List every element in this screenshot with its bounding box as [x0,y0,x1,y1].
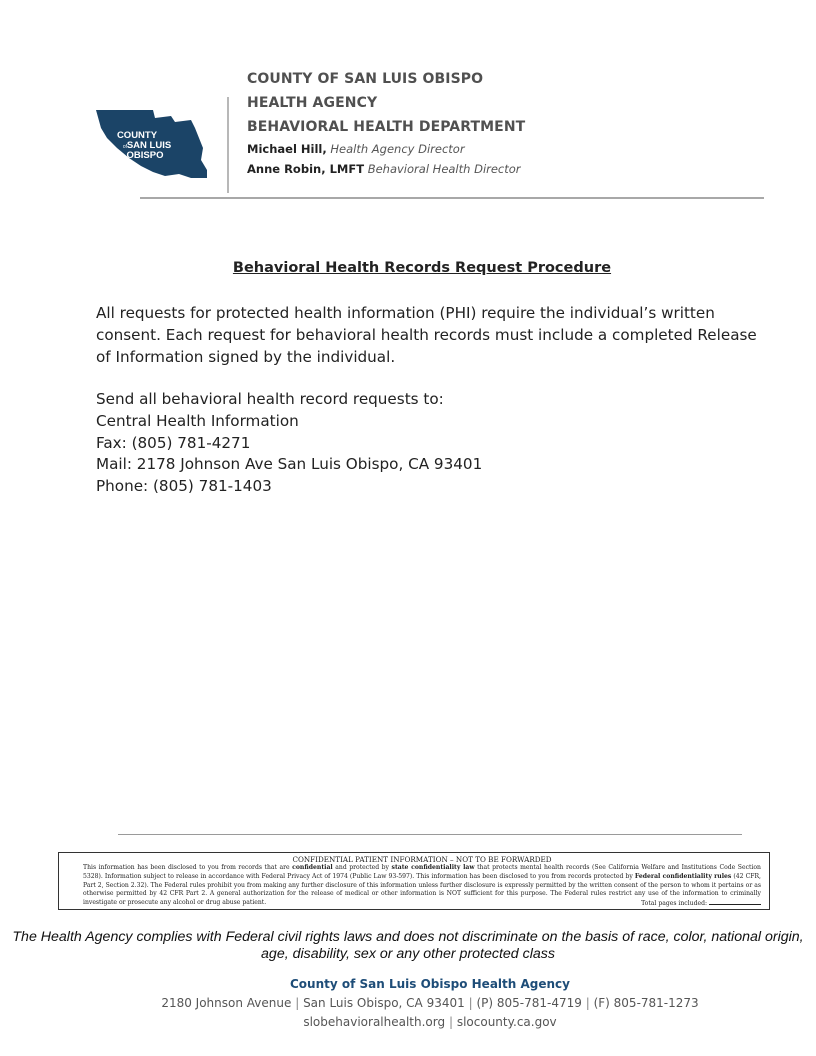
footer-phone: (P) 805-781-4719 [476,996,582,1010]
website-link-county[interactable]: slocounty.ca.gov [456,1015,557,1029]
contact-office: Central Health Information [96,411,299,430]
svg-text:SAN LUIS: SAN LUIS [126,140,172,151]
director-behavioral-health [247,159,525,179]
svg-text:OBISPO: OBISPO [126,150,164,161]
footer-contact-line [0,996,816,1010]
separator: | [295,996,300,1010]
civil-rights-statement: The Health Agency complies with Federal civil rights laws and does not discriminate on the basis of race, color, national origin, age, disability, sex or any other protected class [12,929,804,962]
director-title: Behavioral Health Director [367,162,521,176]
request-contact-block [96,389,482,498]
total-pages-field [641,899,761,909]
footer-agency-name: County of San Luis Obispo Health Agency [289,977,570,991]
confidentiality-notice [58,852,770,910]
org-agency: HEALTH AGENCY [247,95,378,111]
consent-paragraph: All requests for protected health information (PHI) require the individual’s written consent. Each request for behavioral health records must include a completed Release of Information signed by the individual. [96,304,757,366]
footer-divider [118,834,742,835]
director-health-agency [247,139,525,159]
svg-text:COUNTY: COUNTY [116,130,158,141]
director-name: Michael Hill, [247,142,327,156]
header-divider-vertical [227,97,229,193]
director-title: Health Agency Director [330,142,465,156]
separator: | [585,996,590,1010]
footer-websites [0,1015,816,1029]
footer-city: San Luis Obispo, CA 93401 [303,996,465,1010]
director-name: Anne Robin, LMFT [247,162,365,176]
svg-text:of: of [122,144,128,150]
footer-address: 2180 Johnson Avenue [161,996,292,1010]
document-title: Behavioral Health Records Request Procedure [232,260,612,276]
confidentiality-heading: CONFIDENTIAL PATIENT INFORMATION – NOT TO BE FORWARDED [292,855,552,864]
letterhead [247,67,525,179]
contact-fax: Fax: (805) 781-4271 [96,433,251,452]
contact-mail: Mail: 2178 Johnson Ave San Luis Obispo, CA 93401 [96,455,483,474]
separator: | [448,1015,453,1029]
org-department: BEHAVIORAL HEALTH DEPARTMENT [247,119,526,135]
contact-phone: Phone: (805) 781-1403 [96,477,272,496]
website-link-behavioral[interactable]: slobehavioralhealth.org [303,1015,446,1029]
footer-fax: (F) 805-781-1273 [593,996,699,1010]
total-pages-label: Total pages included: [641,900,708,908]
send-instruction: Send all behavioral health record requests to: [96,390,444,408]
confidentiality-text: This information has been disclosed to you from records that are confidential and protected by state confidentiality law that protects mental health records (See California Welfare and Institutions Code Section 5328). Information subject to release in accordance with Federal Privacy Act of 1974 (Public Law 93-597). This information has been disclosed to you from records protected by Federal confidentiality rules (42 CFR, Part 2, Section 2.32). The Federal rules prohibit you from making any further disclosure of this information unless further disclosure is expressly permitted by the written consent of the person to whom it pertains or as otherwise permitted by 42 CFR Part 2. A general authorization for the release of medical or other information is NOT sufficient for this purpose. The Federal rules restrict any use of the information to criminally investigate or prosecute any alcohol or drug abuse patient. [83,864,761,907]
county-logo [95,108,210,180]
header-divider-horizontal [140,197,764,199]
county-map-logo-icon [95,108,210,180]
total-pages-blank [709,899,761,905]
org-county: COUNTY OF SAN LUIS OBISPO [247,71,484,87]
separator: | [468,996,473,1010]
